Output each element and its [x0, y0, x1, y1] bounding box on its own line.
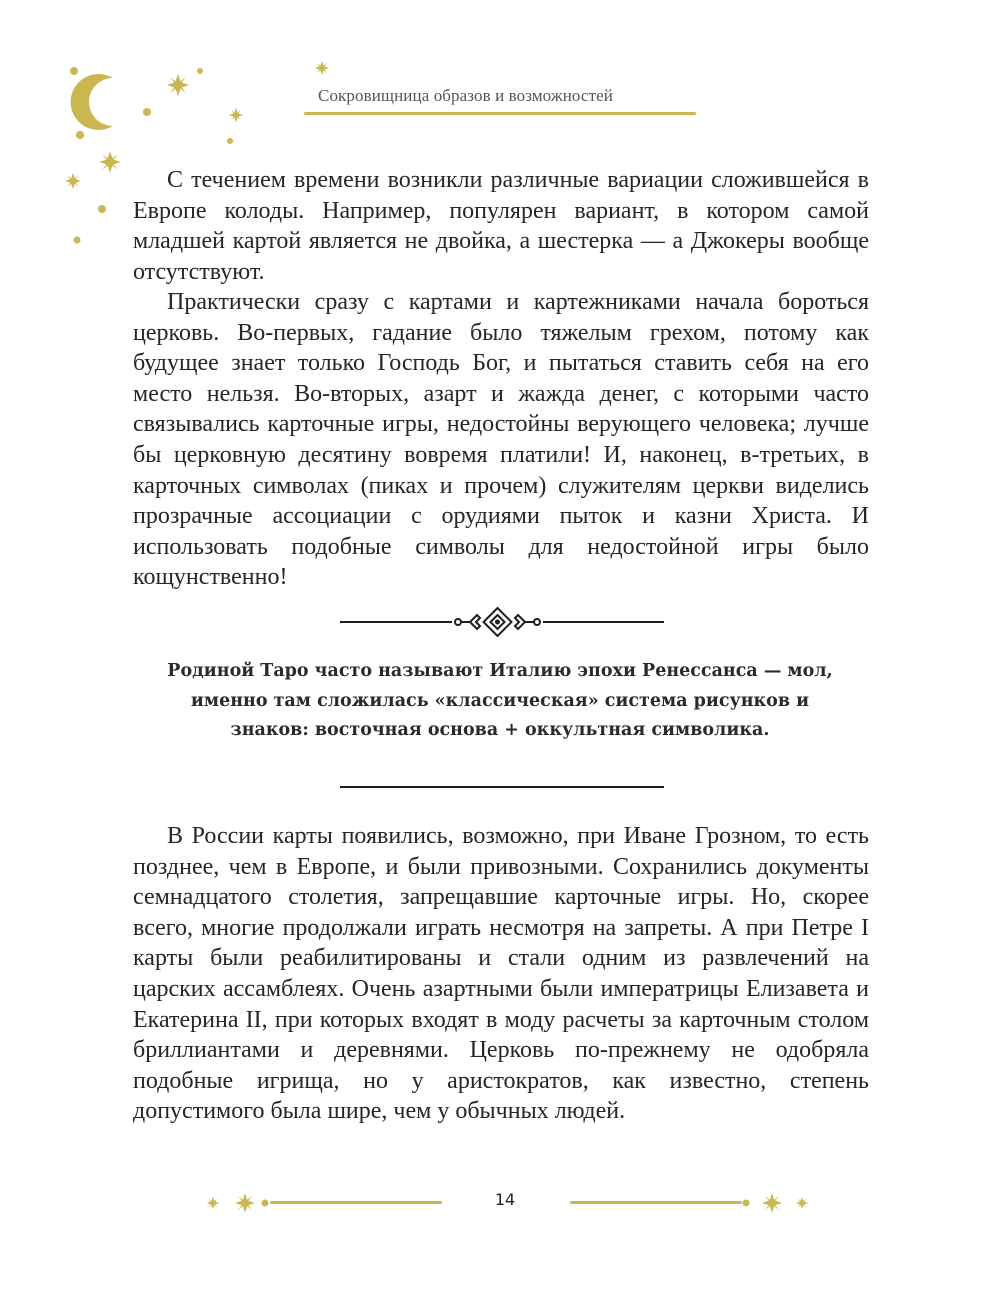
page-number: 14 — [494, 1190, 516, 1209]
star-icon — [315, 61, 329, 75]
dot-icon — [74, 237, 81, 244]
dot-icon — [76, 131, 84, 139]
body-paragraph: Практически сразу с картами и картежниками начала бороться церковь. Во-первых, гадание было тяжелым грехом, потому как будущее знает только Господь Бог, и пытаться ставить себя на его место нельзя. Во-вторых, азарт и жажда денег, с которыми часто связывались карточные игры, недостойны верующего человека; лучше бы церковную десятину вовремя платили! И, наконец, в-третьих, в карточных символах (пиках и прочем) служителям церкви виделись прозрачные ассоциации с орудиями пыток и казни Христа. И использовать подобные символы для недостойной игры было кощунственно! — [133, 289, 869, 591]
footer-rule-left — [270, 1201, 442, 1204]
body-paragraph: С течением времени возникли различные вариации сложившейся в Европе колоды. Например, популярен вариант, в котором самой младшей картой является не двойка, а шестерка — а Джокеры вообще отсутствуют. — [133, 167, 869, 285]
dot-icon — [262, 1200, 269, 1207]
star-icon — [99, 151, 121, 173]
crescent-moon-icon — [71, 74, 113, 130]
footer-rule-right — [570, 1201, 742, 1204]
star-icon — [235, 1193, 255, 1213]
star-icon — [796, 1197, 809, 1210]
star-icon — [229, 108, 243, 122]
dot-icon — [143, 108, 151, 116]
divider-line-left — [340, 621, 452, 623]
body-paragraph: В России карты появились, возможно, при Иване Грозном, то есть позднее, чем в Европе, и были привозными. Сохранились документы семнадцатого столетия, запрещавшие карточные игры. Но, скорее всего, многие продолжали играть несмотря на запреты. А при Петре I карты были реабилитированы и стали одним из развлечений на царских ассамблеях. Очень азартными были императрицы Елизавета и Екатерина II, при которых входят в моду расчеты за карточным столом бриллиантами и деревнями. Церковь по-прежнему не одобряла подобные игрища, но у аристократов, как известно, степень допустимого была шире, чем у обычных людей. — [133, 823, 869, 1125]
dot-icon — [743, 1200, 750, 1207]
dot-icon — [197, 68, 203, 74]
callout-text: Родиной Таро часто называют Италию эпохи Ренессанса — мол, именно там сложилась «классическая» система рисунков и знаков: восточная основа + оккультная символика. — [167, 661, 833, 740]
dot-icon — [70, 67, 78, 75]
star-icon — [65, 173, 81, 189]
divider-line-right — [543, 621, 664, 623]
dot-icon — [98, 205, 106, 213]
divider-line-bottom — [340, 786, 664, 788]
header-rule — [304, 112, 696, 115]
star-icon — [167, 74, 190, 97]
star-icon — [207, 1197, 220, 1210]
dot-icon — [227, 138, 233, 144]
running-title: Сокровищница образов и возможностей — [318, 86, 613, 105]
star-icon — [762, 1193, 782, 1213]
diamond-ornament-icon — [450, 606, 545, 638]
